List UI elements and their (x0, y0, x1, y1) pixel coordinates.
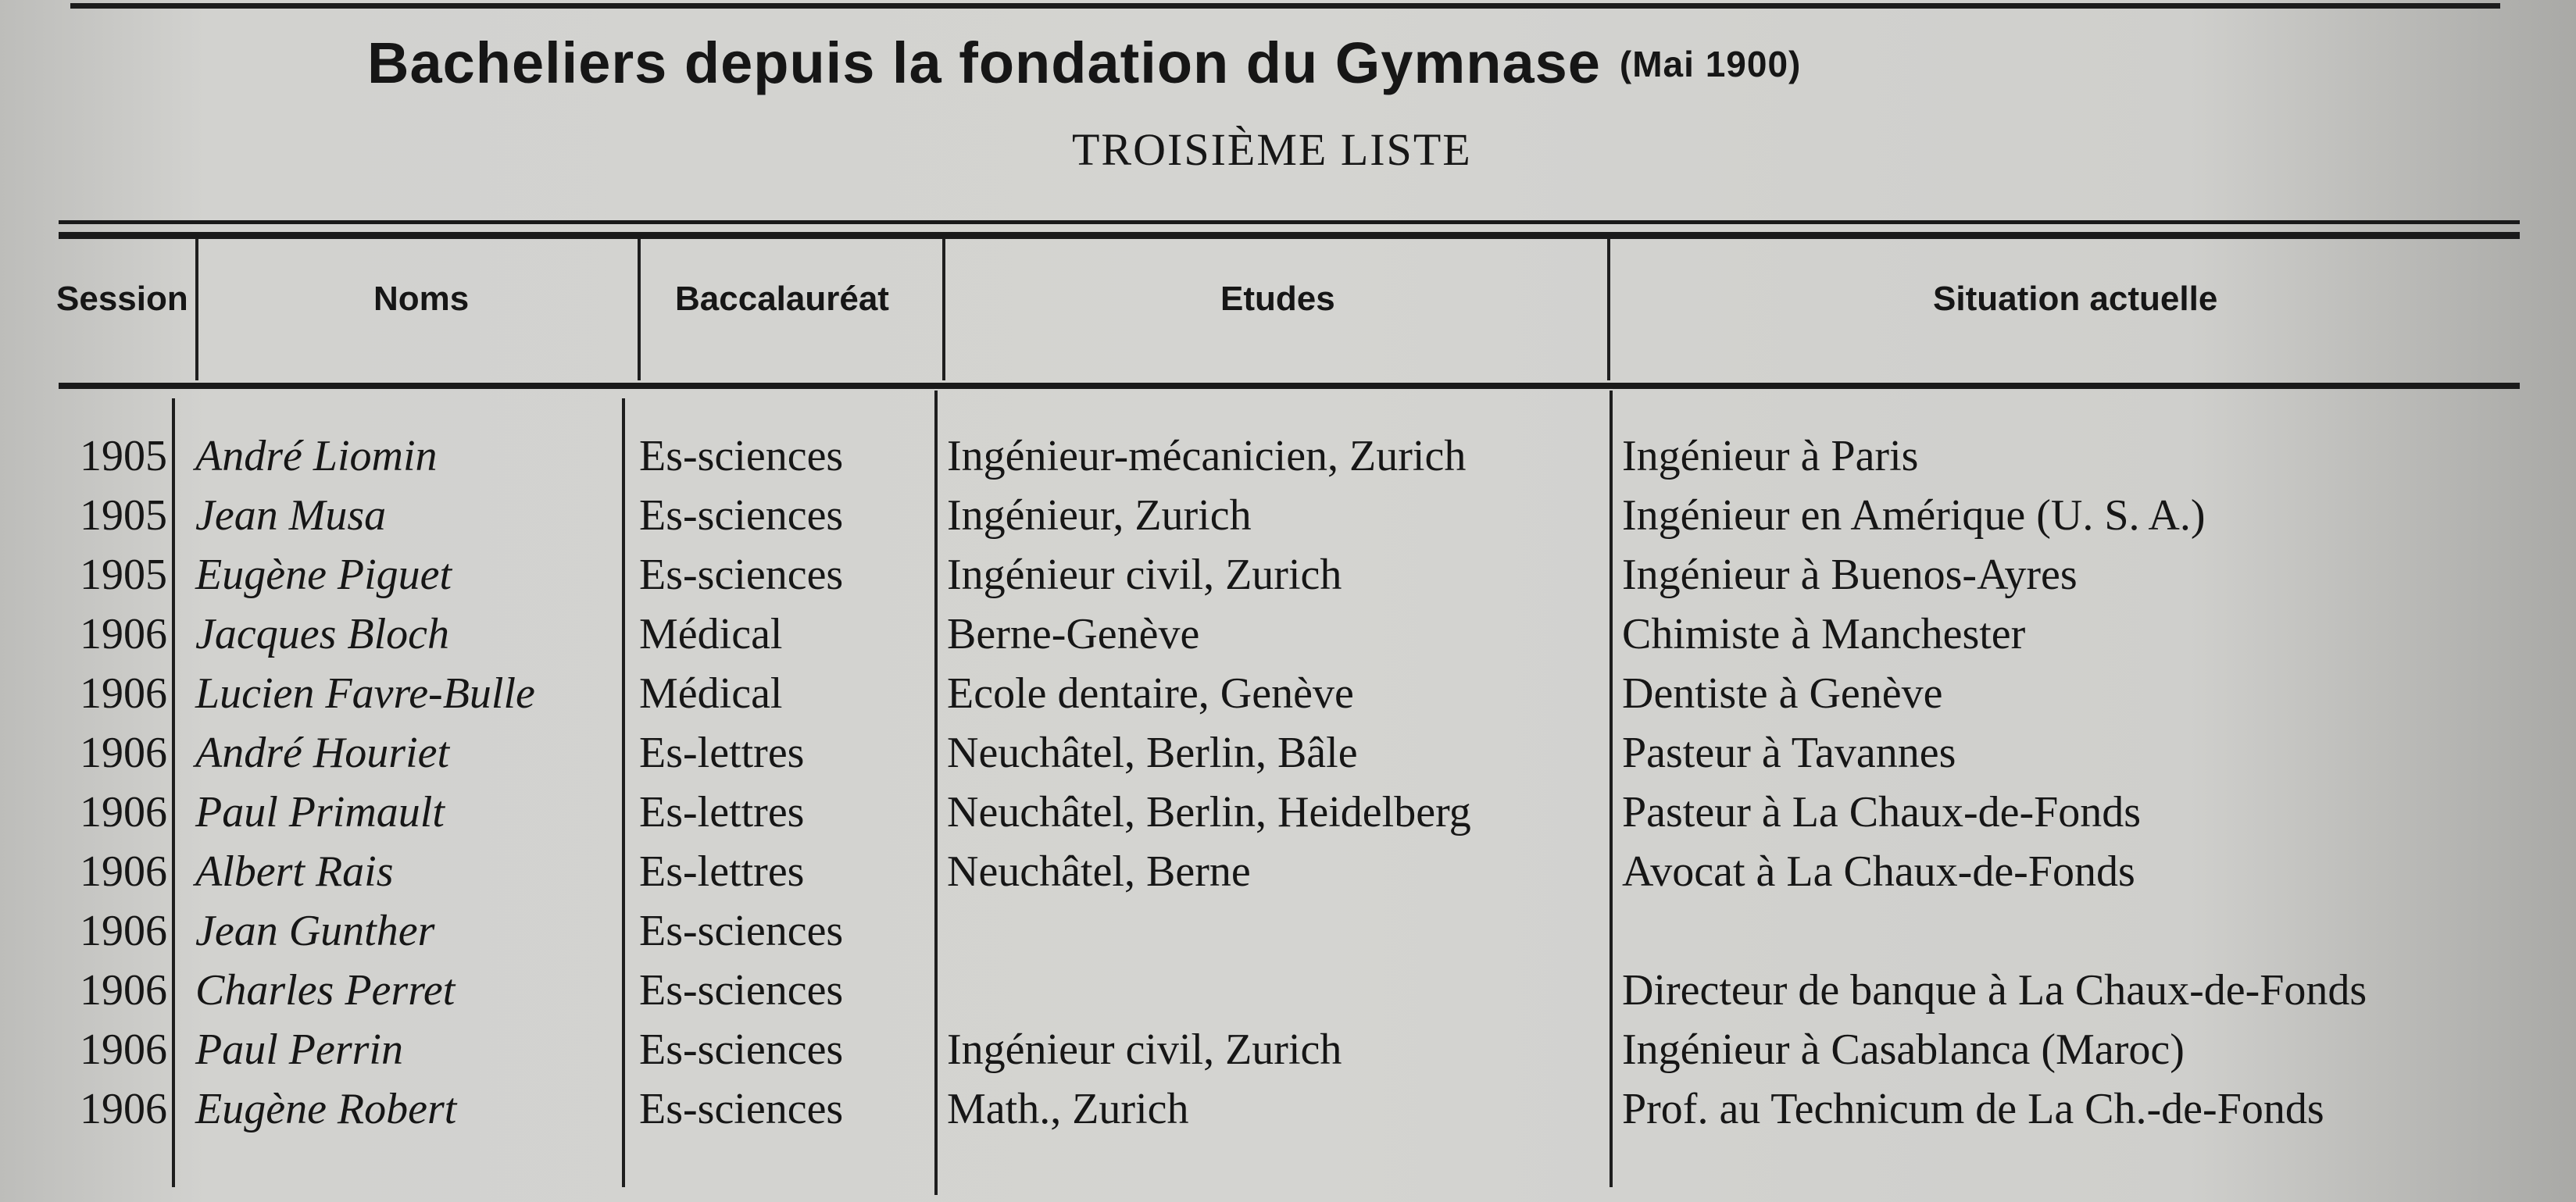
etudes-cell: Neuchâtel, Berlin, Heidelberg (947, 788, 1471, 836)
baccalaureat-cell: Es-sciences (639, 907, 844, 955)
header-situation: Situation actuelle (1933, 280, 2218, 318)
session-cell: 1906 (80, 729, 167, 777)
column-rule (942, 238, 945, 380)
top-rule (70, 3, 2500, 9)
session-cell: 1906 (80, 610, 167, 658)
session-cell: 1906 (80, 669, 167, 718)
header-bottom-rule (59, 383, 2520, 389)
baccalaureat-cell: Es-lettres (639, 729, 805, 777)
session-cell: 1906 (80, 966, 167, 1015)
situation-cell: Dentiste à Genève (1622, 669, 1943, 718)
header-baccalaureat: Baccalauréat (675, 280, 889, 318)
situation-cell: Pasteur à Tavannes (1622, 729, 1956, 777)
table-row (0, 426, 2576, 486)
session-cell: 1905 (80, 551, 167, 599)
session-cell: 1906 (80, 1085, 167, 1133)
list-subtitle: TROISIÈME LISTE (1072, 124, 1472, 175)
table-row (0, 783, 2576, 842)
title-note: (Mai 1900) (1619, 44, 1802, 84)
header-noms: Noms (373, 280, 470, 318)
table-row (0, 545, 2576, 605)
name-cell: Jean Musa (195, 491, 387, 540)
header-session: Session (56, 280, 188, 318)
session-cell: 1905 (80, 491, 167, 540)
name-cell: André Liomin (195, 432, 438, 480)
table-row (0, 605, 2576, 664)
situation-cell: Directeur de banque à La Chaux-de-Fonds (1622, 966, 2367, 1015)
column-rule (1607, 238, 1610, 380)
session-cell: 1906 (80, 1025, 167, 1074)
session-cell: 1905 (80, 432, 167, 480)
baccalaureat-cell: Es-sciences (639, 1025, 844, 1074)
session-cell: 1906 (80, 788, 167, 836)
table-row (0, 961, 2576, 1020)
etudes-cell: Neuchâtel, Berlin, Bâle (947, 729, 1358, 777)
baccalaureat-cell: Es-sciences (639, 966, 844, 1015)
table-row (0, 842, 2576, 901)
baccalaureat-cell: Es-sciences (639, 1085, 844, 1133)
etudes-cell: Ingénieur civil, Zurich (947, 551, 1342, 599)
table-row (0, 664, 2576, 723)
name-cell: Paul Perrin (195, 1025, 403, 1074)
situation-cell: Prof. au Technicum de La Ch.-de-Fonds (1622, 1085, 2324, 1133)
etudes-cell: Neuchâtel, Berne (947, 847, 1251, 896)
etudes-cell: Math., Zurich (947, 1085, 1189, 1133)
name-cell: Charles Perret (195, 966, 456, 1015)
name-cell: Paul Primault (195, 788, 445, 836)
etudes-cell: Ingénieur civil, Zurich (947, 1025, 1342, 1074)
baccalaureat-cell: Es-sciences (639, 432, 844, 480)
table-row (0, 1079, 2576, 1139)
situation-cell: Pasteur à La Chaux-de-Fonds (1622, 788, 2142, 836)
situation-cell: Avocat à La Chaux-de-Fonds (1622, 847, 2135, 896)
name-cell: Lucien Favre-Bulle (195, 669, 535, 718)
session-cell: 1906 (80, 847, 167, 896)
situation-cell: Ingénieur à Buenos-Ayres (1622, 551, 2078, 599)
page-title (367, 30, 1801, 96)
baccalaureat-cell: Es-lettres (639, 847, 805, 896)
column-rule (638, 238, 641, 380)
table-row (0, 1020, 2576, 1079)
name-cell: Jacques Bloch (195, 610, 449, 658)
situation-cell: Ingénieur à Paris (1622, 432, 1919, 480)
column-rule (195, 238, 198, 380)
name-cell: Eugène Robert (195, 1085, 457, 1133)
table-row (0, 901, 2576, 961)
etudes-cell: Ingénieur, Zurich (947, 491, 1252, 540)
etudes-cell: Berne-Genève (947, 610, 1200, 658)
baccalaureat-cell: Es-lettres (639, 788, 805, 836)
name-cell: Eugène Piguet (195, 551, 452, 599)
name-cell: Albert Rais (195, 847, 394, 896)
situation-cell: Ingénieur à Casablanca (Maroc) (1622, 1025, 2185, 1074)
situation-cell: Chimiste à Manchester (1622, 610, 2026, 658)
table-row (0, 486, 2576, 545)
name-cell: Jean Gunther (195, 907, 435, 955)
situation-cell: Ingénieur en Amérique (U. S. A.) (1622, 491, 2206, 540)
header-etudes: Etudes (1220, 280, 1335, 318)
title-text: Bacheliers depuis la fondation du Gymnase (367, 30, 1601, 95)
baccalaureat-cell: Es-sciences (639, 551, 844, 599)
table-row (0, 723, 2576, 783)
etudes-cell: Ingénieur-mécanicien, Zurich (947, 432, 1467, 480)
baccalaureat-cell: Médical (639, 669, 783, 718)
name-cell: André Houriet (195, 729, 450, 777)
baccalaureat-cell: Es-sciences (639, 491, 844, 540)
baccalaureat-cell: Médical (639, 610, 783, 658)
etudes-cell: Ecole dentaire, Genève (947, 669, 1354, 718)
header-top-rule-2 (59, 232, 2520, 239)
session-cell: 1906 (80, 907, 167, 955)
header-top-rule (59, 220, 2520, 224)
